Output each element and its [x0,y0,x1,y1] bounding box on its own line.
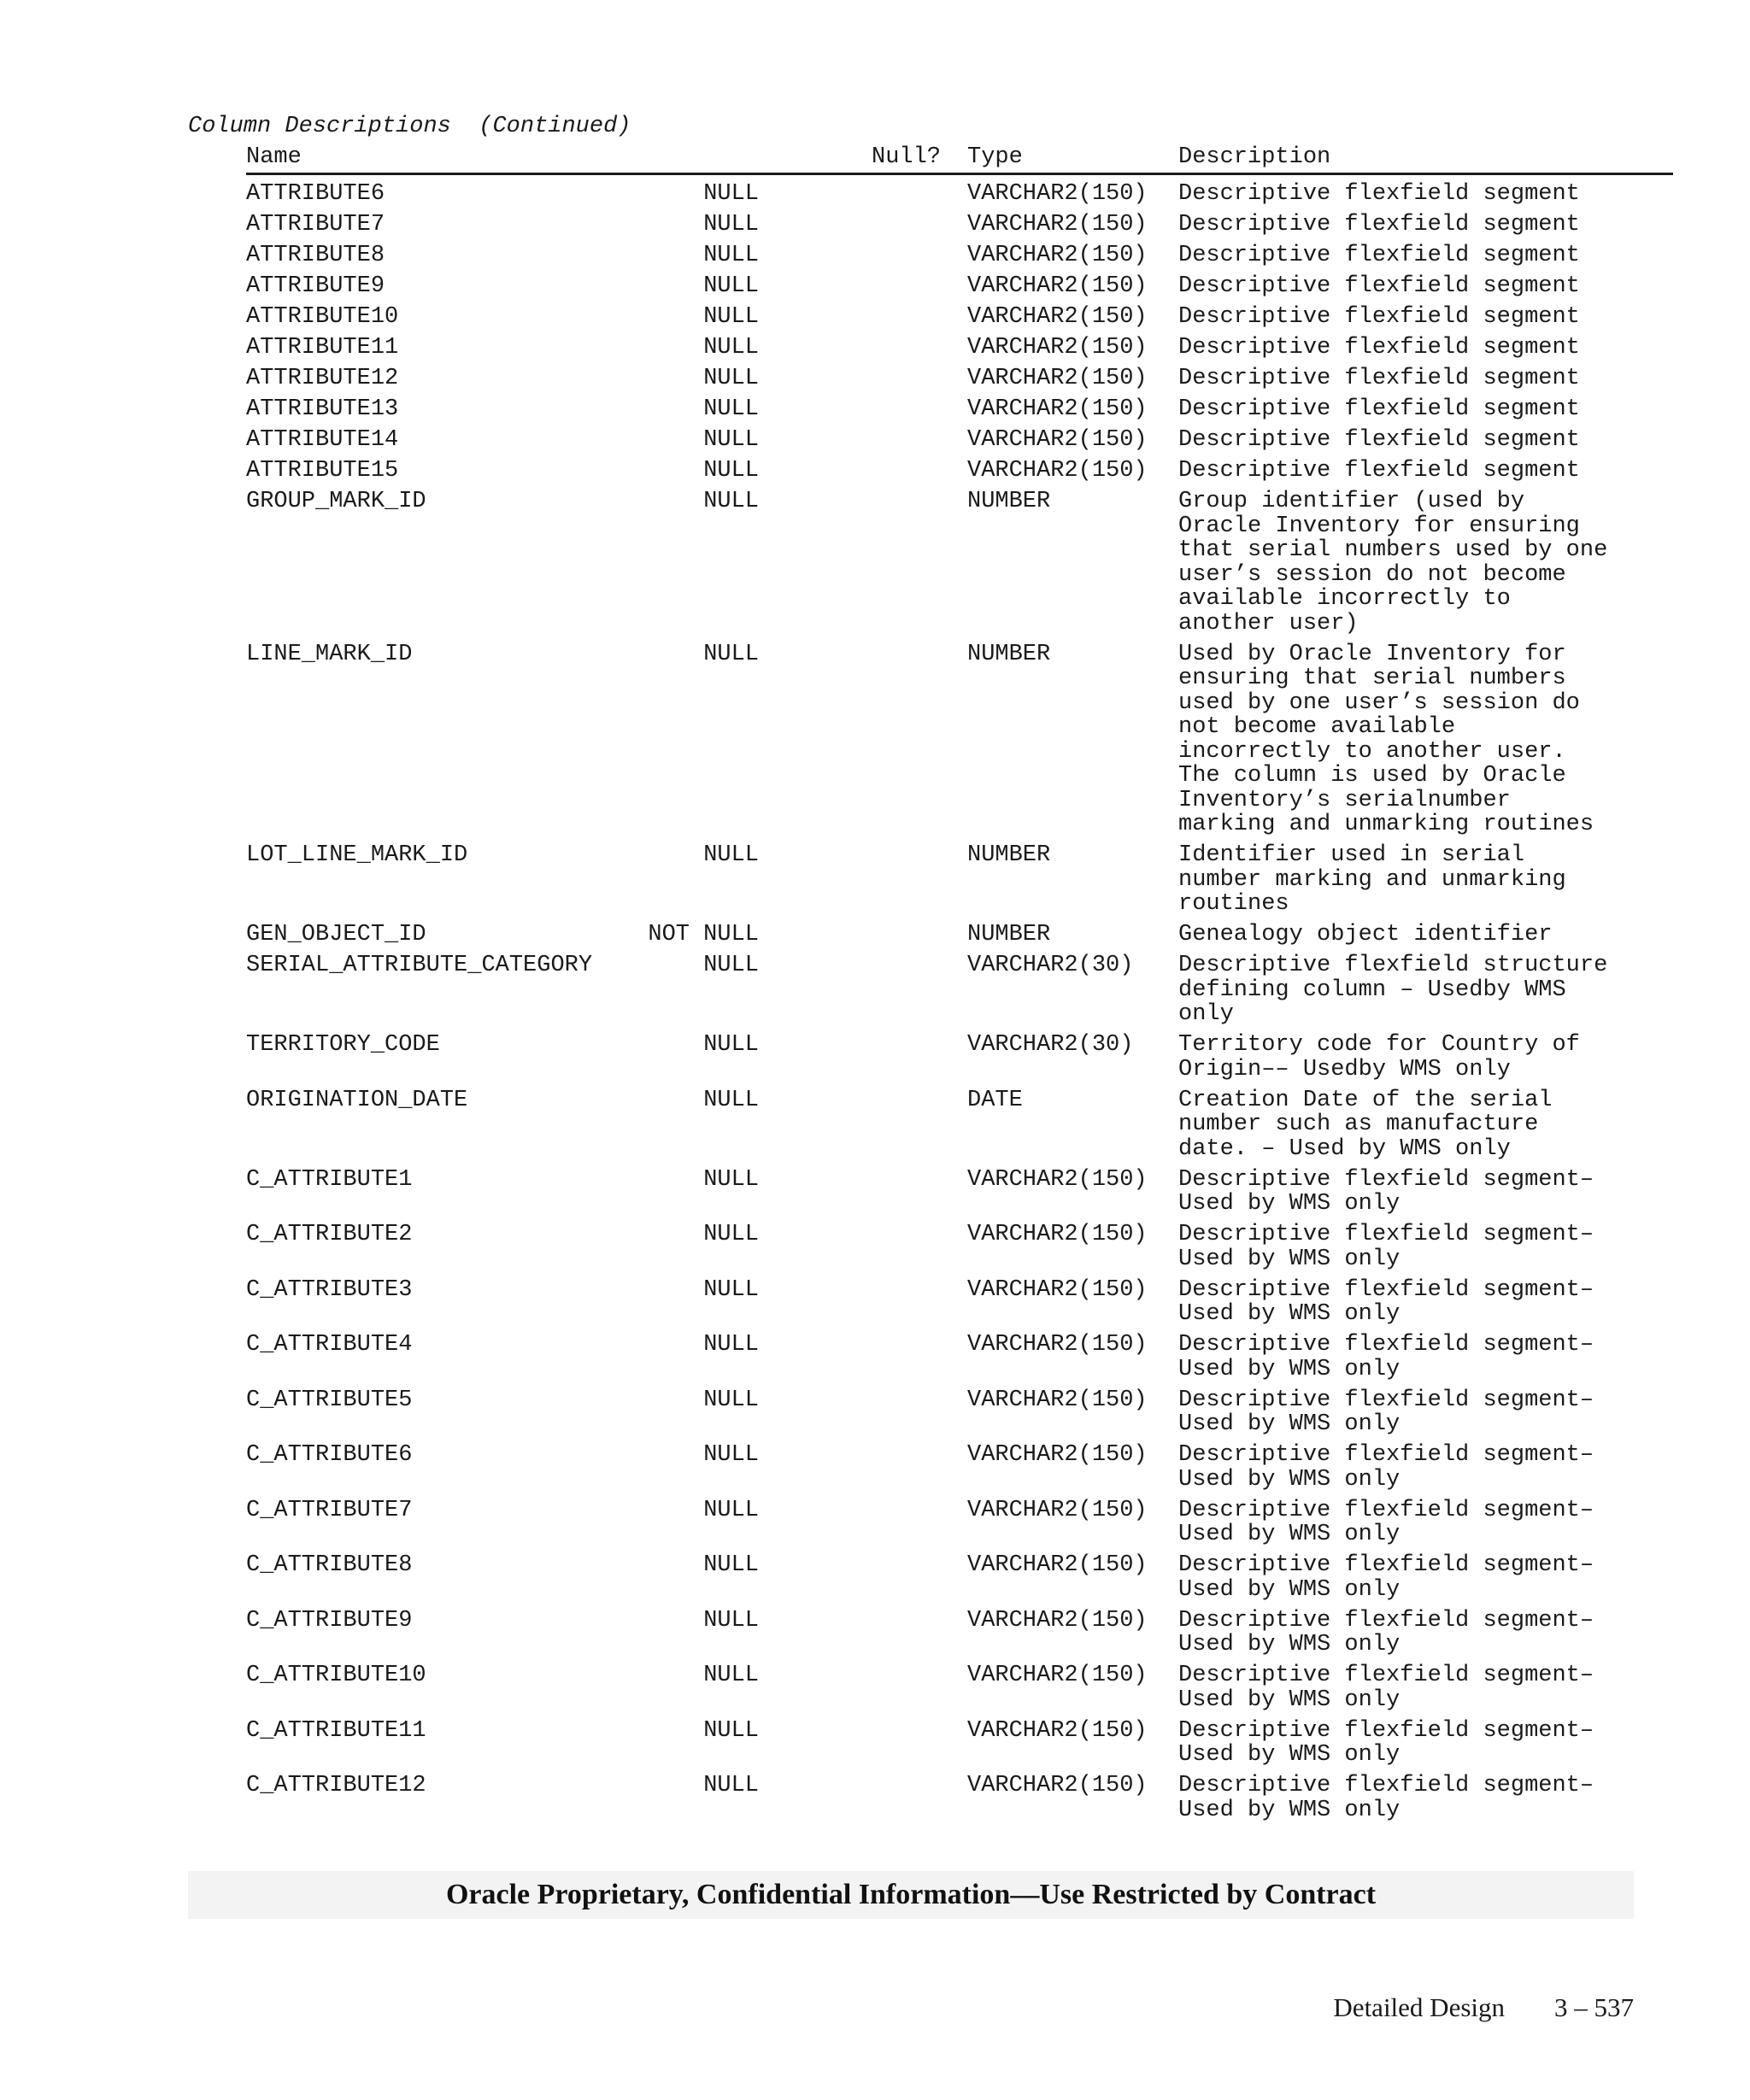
table-row [246,305,1673,336]
column-description: Group identifier (used by Oracle Inventory for ensuring that serial numbers used by one user’s session do not become available incorrectly to another user) [1178,489,1608,636]
column-nullable: NULL [703,396,759,422]
column-nullable: NULL [703,181,759,207]
column-name: C_ATTRIBUTE4 [246,1332,413,1358]
column-name: ATTRIBUTE7 [246,212,385,238]
column-type: VARCHAR2(150) [967,1717,1148,1744]
column-name: C_ATTRIBUTE12 [246,1773,426,1798]
column-description: Used by Oracle Inventory for ensuring that serial numbers used by one user’s session do not become available incorrectly to another user. The column is used by Oracle Inventory’s serialnumber marking and unmarking routines [1178,641,1594,837]
table-row [246,1443,1673,1499]
column-type: VARCHAR2(150) [967,273,1148,299]
column-nullable: NULL [703,1032,759,1058]
column-name: C_ATTRIBUTE6 [246,1442,413,1468]
column-type: VARCHAR2(150) [967,366,1148,391]
header-description: Description [1178,144,1331,170]
column-description: Descriptive flexfield segment [1178,366,1580,391]
column-type: VARCHAR2(150) [967,1222,1148,1247]
column-name: ATTRIBUTE15 [246,458,399,484]
column-nullable: NULL [703,1552,759,1578]
table-row [246,1388,1673,1444]
table-row [246,1499,1673,1554]
column-type: NUMBER [967,489,1051,514]
column-name: C_ATTRIBUTE3 [246,1276,413,1303]
table-row [246,182,1673,213]
column-description: Territory code for Country of Origin–– Usedby WMS only [1178,1032,1580,1082]
column-nullable: NOT NULL [648,922,759,947]
column-type: VARCHAR2(150) [967,1607,1148,1634]
column-type: VARCHAR2(150) [967,1773,1148,1798]
column-type: VARCHAR2(150) [967,304,1148,330]
column-name: C_ATTRIBUTE9 [246,1607,413,1634]
column-description: Descriptive flexfield segment– Used by WMS only [1178,1773,1594,1823]
column-type: VARCHAR2(150) [967,212,1148,238]
column-type: VARCHAR2(150) [967,335,1148,361]
column-nullable: NULL [703,1663,759,1688]
header-type: Type [967,144,1023,170]
column-type: VARCHAR2(30) [967,1032,1134,1058]
column-nullable: NULL [703,366,759,391]
column-description: Descriptive flexfield segment [1178,335,1580,361]
table-row [246,459,1673,490]
column-description: Descriptive flexfield segment– Used by WMS only [1178,1607,1594,1657]
column-name: ATTRIBUTE13 [246,396,399,422]
table-row [246,213,1673,243]
column-type: VARCHAR2(150) [967,1552,1148,1578]
column-description: Descriptive flexfield segment [1178,212,1580,238]
column-nullable: NULL [703,427,759,453]
column-name: C_ATTRIBUTE1 [246,1166,413,1193]
column-nullable: NULL [703,842,759,868]
table-row [246,1333,1673,1388]
column-description: Descriptive flexfield segment– Used by WMS only [1178,1222,1594,1272]
column-nullable: NULL [703,641,759,667]
column-description: Descriptive flexfield segment [1178,427,1580,453]
column-name: ATTRIBUTE12 [246,366,399,391]
column-nullable: NULL [703,1276,759,1303]
table-row [246,1553,1673,1609]
column-name: C_ATTRIBUTE11 [246,1717,426,1744]
column-description: Identifier used in serial number marking and unmarking routines [1178,842,1566,917]
column-name: ATTRIBUTE14 [246,427,399,453]
column-nullable: NULL [703,1497,759,1523]
column-name: LOT_LINE_MARK_ID [246,842,468,868]
column-name: GEN_OBJECT_ID [246,922,426,947]
table-row [246,397,1673,428]
column-description: Descriptive flexfield segment [1178,396,1580,422]
column-type: VARCHAR2(150) [967,1276,1148,1303]
column-description: Descriptive flexfield segment– Used by WMS only [1178,1663,1594,1713]
column-type: VARCHAR2(150) [967,427,1148,453]
column-description: Descriptive flexfield segment– Used by WMS only [1178,1442,1594,1493]
column-description: Descriptive flexfield segment– Used by WMS only [1178,1166,1594,1217]
column-name: ATTRIBUTE8 [246,243,385,268]
header-null: Null? [872,144,942,170]
column-description: Descriptive flexfield segment [1178,304,1580,330]
column-description: Descriptive flexfield segment– Used by WMS only [1178,1332,1594,1382]
column-type: VARCHAR2(150) [967,243,1148,268]
column-nullable: NULL [703,212,759,238]
column-nullable: NULL [703,1222,759,1247]
column-type: VARCHAR2(150) [967,1497,1148,1523]
table-row [246,923,1673,953]
confidentiality-banner: Oracle Proprietary, Confidential Information––Use Restricted by Contract [188,1871,1634,1919]
table-row [246,953,1673,1033]
column-name: TERRITORY_CODE [246,1032,440,1058]
column-description: Descriptive flexfield segment [1178,181,1580,207]
column-nullable: NULL [703,273,759,299]
column-nullable: NULL [703,458,759,484]
column-nullable: NULL [703,1387,759,1413]
column-name: GROUP_MARK_ID [246,489,426,514]
column-description: Descriptive flexfield segment– Used by WMS only [1178,1717,1594,1768]
column-nullable: NULL [703,1607,759,1634]
column-type: VARCHAR2(150) [967,458,1148,484]
column-name: ATTRIBUTE6 [246,181,385,207]
column-nullable: NULL [703,304,759,330]
column-description: Descriptive flexfield segment– Used by WMS only [1178,1497,1594,1547]
column-description: Descriptive flexfield segment– Used by WMS only [1178,1552,1594,1603]
table-header [246,142,1673,175]
column-type: VARCHAR2(150) [967,1166,1148,1193]
table-row [246,1609,1673,1664]
column-type: NUMBER [967,641,1051,667]
table-row [246,1278,1673,1334]
table-row [246,843,1673,923]
table-row [246,1774,1673,1829]
column-descriptions-table [246,142,1673,1829]
column-name: ATTRIBUTE11 [246,335,399,361]
table-row [246,490,1673,642]
column-nullable: NULL [703,1087,759,1113]
column-description: Descriptive flexfield segment– Used by WMS only [1178,1276,1594,1327]
table-row [246,1223,1673,1278]
table-row [246,274,1673,305]
column-type: VARCHAR2(150) [967,396,1148,422]
header-name: Name [246,144,302,170]
column-name: LINE_MARK_ID [246,641,413,667]
column-name: C_ATTRIBUTE10 [246,1663,426,1688]
column-nullable: NULL [703,1717,759,1744]
column-nullable: NULL [703,335,759,361]
column-description: Descriptive flexfield segment [1178,458,1580,484]
column-description: Descriptive flexfield segment [1178,273,1580,299]
column-type: VARCHAR2(150) [967,1663,1148,1688]
page-footer [1320,1956,1634,2025]
table-row [246,1168,1673,1223]
column-description: Descriptive flexfield segment [1178,243,1580,268]
column-name: ATTRIBUTE9 [246,273,385,299]
table-row [246,642,1673,844]
column-name: C_ATTRIBUTE7 [246,1497,413,1523]
column-type: VARCHAR2(150) [967,1332,1148,1358]
page-number: 3 – 537 [1554,1992,1634,2022]
table-row [246,243,1673,274]
table-body [246,175,1673,1829]
column-nullable: NULL [703,243,759,268]
column-name: ORIGINATION_DATE [246,1087,468,1113]
column-type: VARCHAR2(150) [967,181,1148,207]
footer-section-title: Detailed Design [1333,1992,1505,2022]
table-caption: Column Descriptions (Continued) [188,114,631,139]
column-nullable: NULL [703,1773,759,1798]
column-description: Descriptive flexfield segment– Used by WMS only [1178,1387,1594,1437]
column-description: Genealogy object identifier [1178,922,1553,947]
table-row [246,336,1673,367]
table-row [246,1719,1673,1774]
column-name: SERIAL_ATTRIBUTE_CATEGORY [246,953,593,978]
column-type: DATE [967,1087,1023,1113]
column-description: Descriptive flexfield structure defining column – Usedby WMS only [1178,953,1608,1027]
table-row [246,1663,1673,1719]
column-nullable: NULL [703,1442,759,1468]
column-type: VARCHAR2(150) [967,1387,1148,1413]
table-row [246,428,1673,459]
column-type: NUMBER [967,842,1051,868]
column-name: C_ATTRIBUTE8 [246,1552,413,1578]
table-row [246,1033,1673,1088]
table-row [246,1088,1673,1168]
column-type: VARCHAR2(150) [967,1442,1148,1468]
column-description: Creation Date of the serial number such as manufacture date. – Used by WMS only [1178,1087,1553,1162]
column-type: NUMBER [967,922,1051,947]
column-nullable: NULL [703,1166,759,1193]
column-type: VARCHAR2(30) [967,953,1134,978]
column-nullable: NULL [703,953,759,978]
column-name: C_ATTRIBUTE2 [246,1222,413,1247]
column-name: ATTRIBUTE10 [246,304,399,330]
table-row [246,367,1673,397]
column-nullable: NULL [703,489,759,514]
column-name: C_ATTRIBUTE5 [246,1387,413,1413]
column-nullable: NULL [703,1332,759,1358]
